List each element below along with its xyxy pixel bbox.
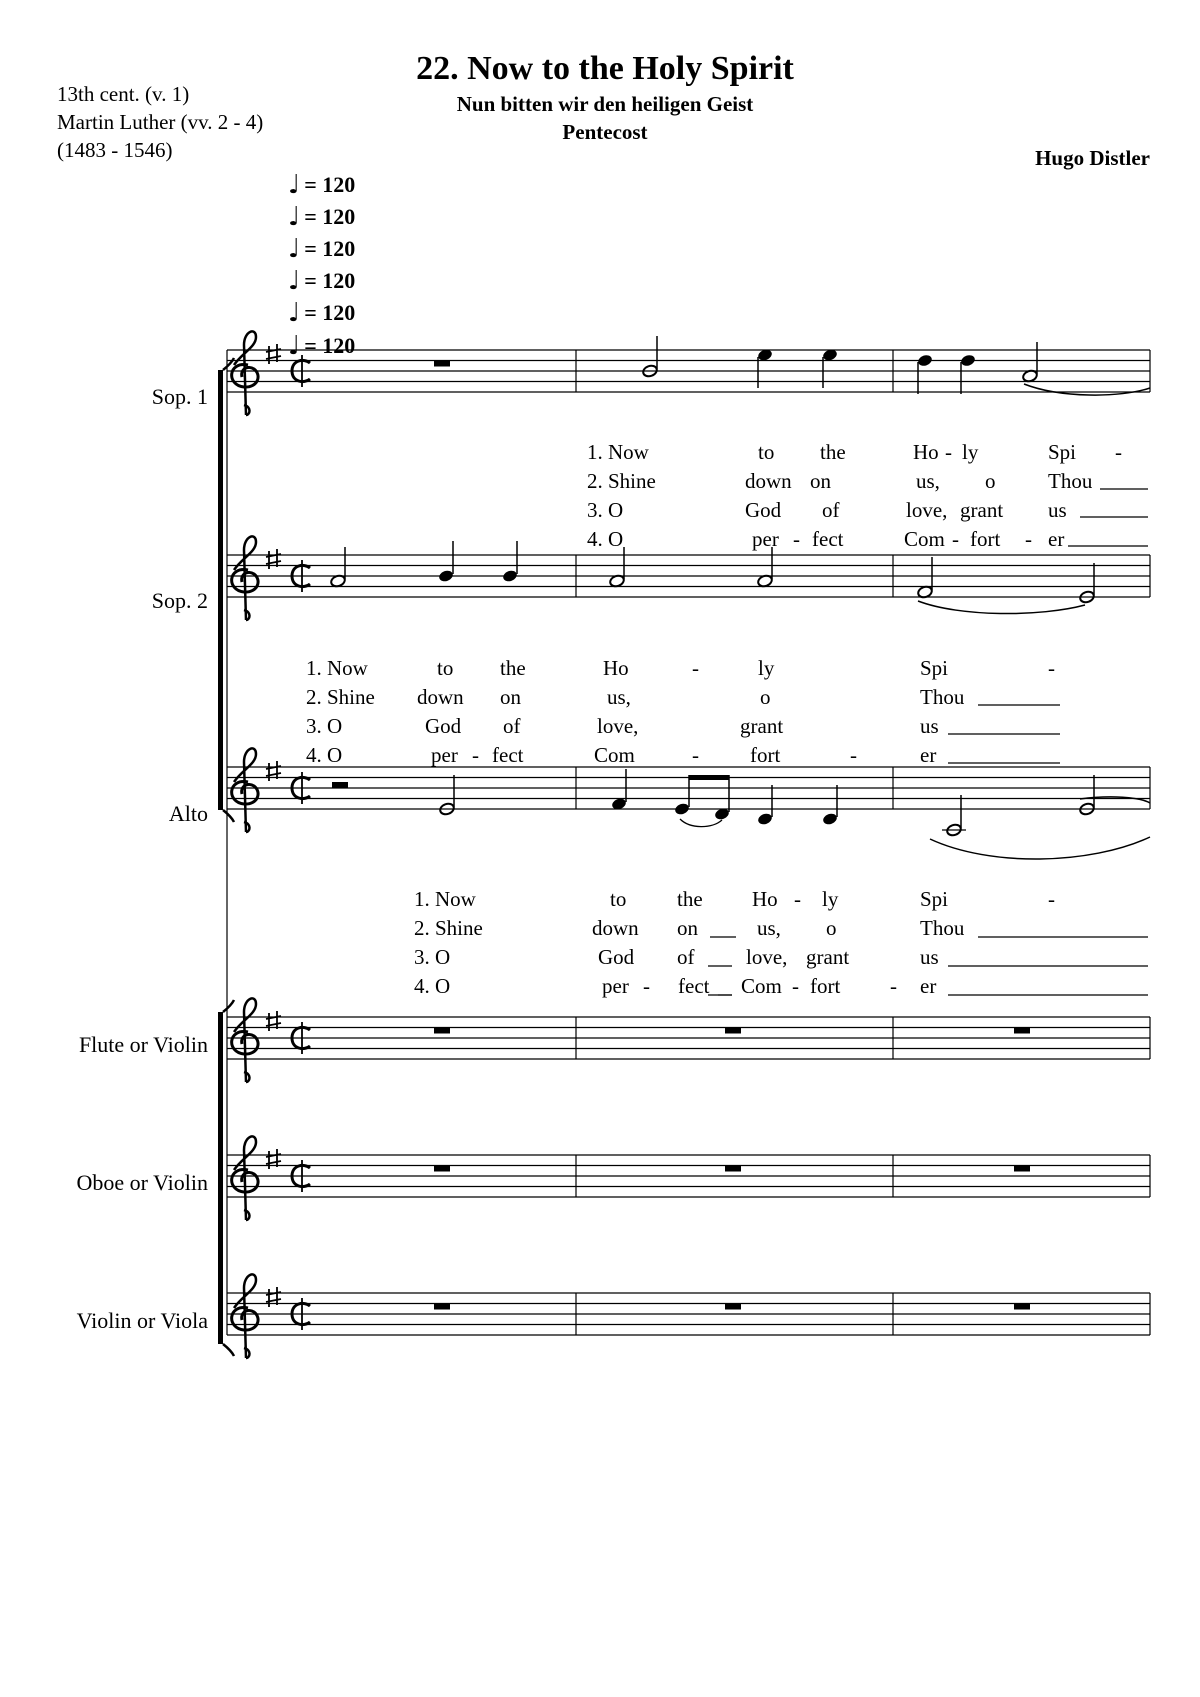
lyric-syllable: on xyxy=(810,469,831,493)
treble-clef-icon xyxy=(232,536,258,620)
lyric-syllable: - xyxy=(952,527,959,551)
staff-viola xyxy=(227,1274,1150,1358)
quarter-note-icon: ♩ xyxy=(288,331,301,361)
lyric-syllable: us, xyxy=(757,916,781,940)
lyric-syllable: Spi xyxy=(920,656,949,680)
lyric-syllable: fect xyxy=(678,974,710,998)
staff-flute xyxy=(227,998,1150,1082)
lyric-syllable: - xyxy=(692,656,699,680)
lyric-syllable: per xyxy=(431,743,458,767)
quarter-note-icon: ♩ xyxy=(288,298,301,328)
lyric-syllable: - xyxy=(945,440,952,464)
treble-clef-icon xyxy=(232,998,258,1082)
lyric-syllable: 4. O xyxy=(587,527,624,551)
staff-name-flute: Flute or Violin xyxy=(78,1032,208,1057)
lyric-syllable: - xyxy=(792,974,799,998)
lyric-syllable: - xyxy=(472,743,479,767)
composer: Hugo Distler xyxy=(1035,146,1150,170)
staff-name-oboe: Oboe or Violin xyxy=(76,1170,208,1195)
lyric-syllable: 4. O xyxy=(306,743,343,767)
lyric-syllable: fect xyxy=(492,743,524,767)
lyric-syllable: us, xyxy=(916,469,940,493)
lyric-syllable: the xyxy=(820,440,846,464)
lyric-syllable: Ho xyxy=(752,887,778,911)
lyric-syllable: us xyxy=(920,714,939,738)
lyric-syllable: 3. O xyxy=(414,945,451,969)
lyric-syllable: - xyxy=(1048,887,1055,911)
staff-name-viola: Violin or Viola xyxy=(76,1308,208,1333)
treble-clef-icon xyxy=(232,331,258,415)
lyric-syllable: us xyxy=(920,945,939,969)
lyric-syllable: - xyxy=(692,743,699,767)
lyric-syllable: o xyxy=(826,916,837,940)
treble-clef-icon xyxy=(232,1274,258,1358)
tempo-mark: ♩ = 120 xyxy=(288,298,356,328)
author-line: Martin Luther (vv. 2 - 4) xyxy=(57,110,264,134)
tempo-mark: ♩ = 120 xyxy=(288,331,356,361)
lyric-syllable: fort xyxy=(810,974,841,998)
lyric-syllable: Thou xyxy=(920,685,965,709)
lyric-syllable: per xyxy=(602,974,629,998)
lyric-syllable: fort xyxy=(970,527,1001,551)
staff-name-sop2: Sop. 2 xyxy=(151,588,208,613)
lyric-syllable: Com xyxy=(594,743,635,767)
author-line: (1483 - 1546) xyxy=(57,138,173,162)
lyric-syllable: love, xyxy=(597,714,639,738)
lyric-syllable: grant xyxy=(806,945,850,969)
staff-sop1 xyxy=(227,331,1150,415)
lyric-syllable: us xyxy=(1048,498,1067,522)
treble-clef-icon xyxy=(232,1136,258,1220)
lyric-syllable: - xyxy=(1025,527,1032,551)
lyric-syllable: - xyxy=(793,527,800,551)
lyric-syllable: ly xyxy=(962,440,979,464)
staff-oboe xyxy=(227,1136,1150,1220)
lyric-syllable: of xyxy=(503,714,521,738)
lyric-syllable: to xyxy=(437,656,454,680)
lyric-syllable: 3. O xyxy=(306,714,343,738)
lyric-syllable: per xyxy=(752,527,779,551)
staff-name-alto: Alto xyxy=(168,801,208,826)
lyric-syllable: Ho xyxy=(913,440,939,464)
lyric-syllable: - xyxy=(643,974,650,998)
lyric-syllable: - xyxy=(1115,440,1122,464)
lyric-syllable: ly xyxy=(758,656,775,680)
lyric-syllable: ly xyxy=(822,887,839,911)
lyric-syllable: Ho xyxy=(603,656,629,680)
lyric-syllable: Com xyxy=(904,527,945,551)
tempo-mark: ♩ = 120 xyxy=(288,202,356,232)
lyric-syllable: God xyxy=(425,714,462,738)
lyric-syllable: 1. Now xyxy=(414,887,476,911)
lyric-syllable: 2. Shine xyxy=(414,916,483,940)
lyric-syllable: love, xyxy=(906,498,948,522)
lyric-syllable: 4. O xyxy=(414,974,451,998)
quarter-note-icon: ♩ xyxy=(288,202,301,232)
lyric-syllable: Thou xyxy=(1048,469,1093,493)
lyric-syllable: the xyxy=(500,656,526,680)
lyric-syllable: love, xyxy=(746,945,788,969)
lyric-syllable: on xyxy=(500,685,521,709)
lyric-syllable: - xyxy=(890,974,897,998)
lyric-syllable: Spi xyxy=(920,887,949,911)
lyric-syllable: - xyxy=(794,887,801,911)
lyric-syllable: grant xyxy=(740,714,784,738)
lyric-syllable: on xyxy=(677,916,698,940)
lyric-syllable: Spi xyxy=(1048,440,1077,464)
quarter-note-icon: ♩ xyxy=(288,266,301,296)
lyric-syllable: God xyxy=(598,945,635,969)
lyric-syllable: 2. Shine xyxy=(587,469,656,493)
score-title: 22. Now to the Holy Spirit xyxy=(416,50,794,87)
lyric-syllable: us, xyxy=(607,685,631,709)
score-subtitle: Nun bitten wir den heiligen Geist xyxy=(456,92,754,116)
lyric-syllable: o xyxy=(985,469,996,493)
lyric-syllable: grant xyxy=(960,498,1004,522)
quarter-note-icon: ♩ xyxy=(288,234,301,264)
staff-name-sop1: Sop. 1 xyxy=(151,384,208,409)
lyric-syllable: Thou xyxy=(920,916,965,940)
treble-clef-icon xyxy=(232,748,258,832)
lyric-syllable: 3. O xyxy=(587,498,624,522)
lyric-syllable: 1. Now xyxy=(587,440,649,464)
lyric-syllable: of xyxy=(822,498,840,522)
lyric-syllable: - xyxy=(850,743,857,767)
lyric-syllable: 1. Now xyxy=(306,656,368,680)
score-occasion: Pentecost xyxy=(562,120,648,144)
tempo-mark: ♩ = 120 xyxy=(288,266,356,296)
lyric-syllable: 2. Shine xyxy=(306,685,375,709)
lyric-syllable: er xyxy=(920,974,937,998)
lyric-syllable: to xyxy=(758,440,775,464)
lyric-syllable: - xyxy=(1048,656,1055,680)
lyric-syllable: fort xyxy=(750,743,781,767)
author-line: 13th cent. (v. 1) xyxy=(57,82,190,106)
staff-alto xyxy=(227,748,1150,859)
lyric-syllable: down xyxy=(592,916,639,940)
tempo-mark: ♩ = 120 xyxy=(288,170,356,200)
quarter-note-icon: ♩ xyxy=(288,170,301,200)
lyric-syllable: o xyxy=(760,685,771,709)
lyric-syllable: down xyxy=(745,469,792,493)
lyric-syllable: to xyxy=(610,887,627,911)
staff-sop2 xyxy=(227,536,1150,620)
lyric-syllable: er xyxy=(920,743,937,767)
lyric-syllable: Com xyxy=(741,974,782,998)
lyric-syllable: the xyxy=(677,887,703,911)
lyric-syllable: down xyxy=(417,685,464,709)
lyric-syllable: fect xyxy=(812,527,844,551)
lyric-syllable: er xyxy=(1048,527,1065,551)
lyric-syllable: of xyxy=(677,945,695,969)
lyric-syllable: God xyxy=(745,498,782,522)
tempo-mark: ♩ = 120 xyxy=(288,234,356,264)
